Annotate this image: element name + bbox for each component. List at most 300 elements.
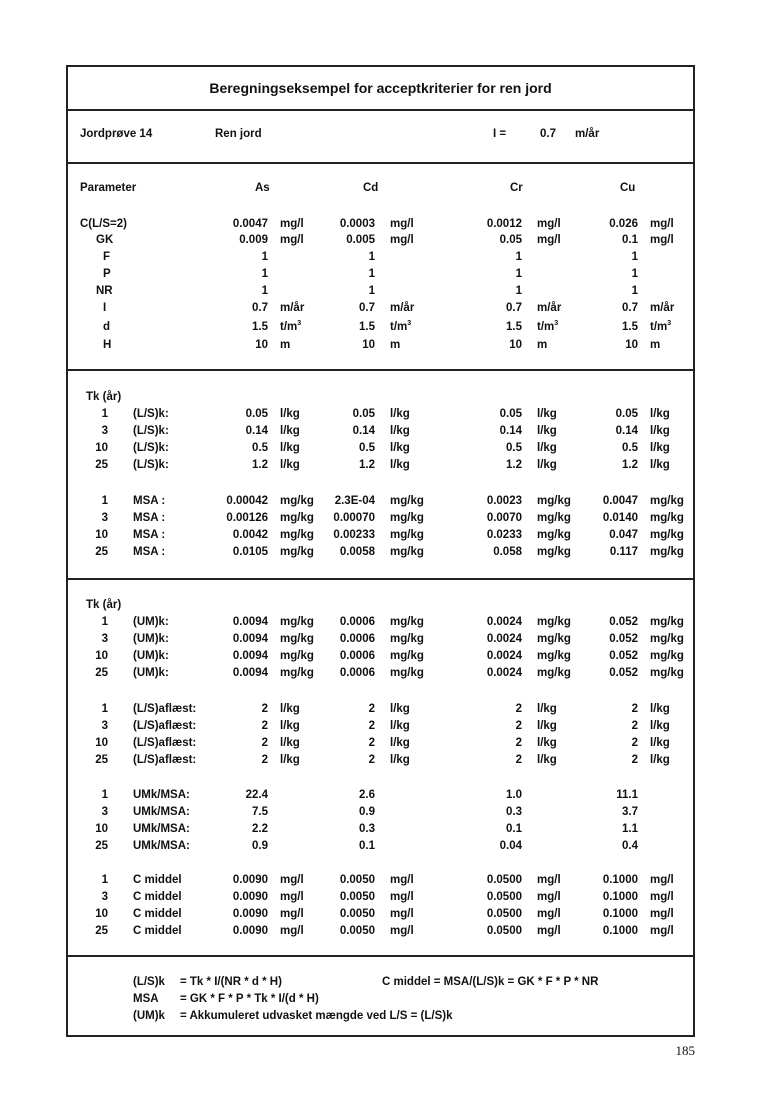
cell-unit: mg/l	[390, 925, 414, 937]
cell-value: 0.0006	[339, 667, 375, 679]
cell-unit: mg/l	[280, 218, 304, 230]
cell-value: 1.0	[506, 789, 522, 801]
cell-unit: mg/l	[537, 234, 561, 246]
cell-value: 0.3	[359, 823, 375, 835]
cell-value: 0.0090	[232, 874, 268, 886]
tk-year: 1	[101, 495, 108, 507]
cell-unit: mg/kg	[650, 512, 684, 524]
cell-unit: l/kg	[390, 703, 410, 715]
cell-value: 1.2	[252, 459, 268, 471]
cell-value: 0.0058	[339, 546, 375, 558]
cell-unit: m/år	[537, 302, 562, 314]
cell-unit: $t/m^3$	[390, 320, 412, 333]
cell-unit: mg/kg	[390, 529, 424, 541]
cell-unit: mg/kg	[650, 495, 684, 507]
cell-value: 2	[261, 720, 268, 732]
cell-unit: mg/l	[390, 218, 414, 230]
cell-unit: mg/l	[650, 218, 674, 230]
cell-value: 11.1	[616, 789, 638, 801]
formula-ls-definition: = Tk * I/(NR * d * H)	[180, 976, 282, 988]
row-label: (L/S)k:	[133, 442, 169, 454]
cell-value: 0.0105	[232, 546, 268, 558]
cell-unit: mg/kg	[390, 650, 424, 662]
cell-value: 1	[261, 251, 268, 263]
cell-unit: l/kg	[650, 703, 670, 715]
cell-value: 0.7	[506, 302, 522, 314]
cell-value: 0.0500	[486, 874, 522, 886]
row-label: (L/S)k:	[133, 408, 169, 420]
tk-year: 1	[101, 408, 108, 420]
cell-value: 2	[261, 754, 268, 766]
tk-year: 1	[101, 703, 108, 715]
cell-unit: l/kg	[650, 425, 670, 437]
cell-unit: mg/l	[537, 925, 561, 937]
cell-value: 2	[368, 737, 375, 749]
cell-unit: l/kg	[390, 408, 410, 420]
cell-value: 1	[368, 285, 375, 297]
cell-value: 0.14	[352, 425, 375, 437]
cell-unit: l/kg	[390, 737, 410, 749]
cell-unit: mg/l	[537, 218, 561, 230]
page-title: Beregningseksempel for acceptkriterier for ren jord	[209, 80, 552, 96]
cell-value: 0.00233	[333, 529, 375, 541]
cell-value: 0.0006	[339, 633, 375, 645]
cell-value: 2	[368, 703, 375, 715]
cell-unit: mg/kg	[537, 667, 571, 679]
cell-unit: l/kg	[280, 408, 300, 420]
cell-value: 2	[261, 703, 268, 715]
cell-unit: l/kg	[537, 442, 557, 454]
tk-year: 1	[101, 789, 108, 801]
cell-value: 0.026	[609, 218, 638, 230]
cell-unit: mg/kg	[650, 650, 684, 662]
cell-unit: l/kg	[650, 442, 670, 454]
cell-unit: m	[390, 339, 401, 351]
tk-year: 10	[95, 908, 108, 920]
tk-year: 10	[95, 650, 108, 662]
param-name: C(L/S=2)	[80, 218, 127, 230]
cell-unit: mg/l	[537, 874, 561, 886]
tk-year: 25	[95, 667, 108, 679]
cell-unit: l/kg	[537, 720, 557, 732]
cell-unit: l/kg	[537, 703, 557, 715]
cell-value: 0.1000	[602, 891, 638, 903]
tk-year: 10	[95, 737, 108, 749]
unit-superscript: 3	[554, 320, 559, 328]
cell-unit: mg/kg	[537, 546, 571, 558]
row-label: (UM)k:	[133, 633, 169, 645]
cell-value: 0.052	[609, 667, 638, 679]
cell-unit: l/kg	[650, 720, 670, 732]
row-label: UMk/MSA:	[133, 823, 190, 835]
cell-value: 0.00070	[333, 512, 375, 524]
cell-value: 0.052	[609, 616, 638, 628]
cell-value: 1	[261, 285, 268, 297]
tk-year: 10	[95, 442, 108, 454]
cell-unit: m	[650, 339, 661, 351]
cell-unit: mg/kg	[390, 512, 424, 524]
tk-label-2: Tk (år)	[86, 599, 122, 611]
cell-value: 0.7	[359, 302, 375, 314]
cell-value: 0.9	[252, 840, 268, 852]
cell-value: 1.5	[359, 321, 375, 333]
cell-unit: mg/kg	[650, 667, 684, 679]
row-label: (L/S)k:	[133, 425, 169, 437]
cell-value: 0.05	[352, 408, 375, 420]
row-label: MSA :	[133, 512, 166, 524]
cell-value: 1	[368, 251, 375, 263]
tk-year: 1	[101, 874, 108, 886]
formula-cmiddel: C middel = MSA/(L/S)k = GK * F * P * NR	[382, 976, 599, 988]
cell-value: 0.0500	[486, 891, 522, 903]
cell-value: 1	[515, 268, 522, 280]
cell-value: 22.4	[245, 789, 268, 801]
param-name: GK	[96, 234, 114, 246]
cell-unit: mg/l	[390, 908, 414, 920]
cell-value: 0.1	[622, 234, 638, 246]
tk-year: 3	[101, 425, 108, 437]
param-name: d	[103, 321, 111, 333]
cell-value: 1.2	[622, 459, 638, 471]
row-label: (L/S)aflæst:	[133, 703, 197, 715]
cell-value: 0.0500	[486, 925, 522, 937]
row-label: (UM)k:	[133, 667, 169, 679]
cell-unit: mg/l	[280, 908, 304, 920]
cell-value: 0.5	[622, 442, 638, 454]
cell-unit: $t/m^3$	[650, 320, 672, 333]
row-label: UMk/MSA:	[133, 840, 190, 852]
cell-unit: mg/l	[650, 891, 674, 903]
cell-value: 2	[515, 703, 522, 715]
cell-unit: mg/kg	[537, 650, 571, 662]
tk-year: 25	[95, 840, 108, 852]
cell-value: 0.0042	[232, 529, 268, 541]
divider-msa	[66, 578, 695, 580]
cell-unit: mg/kg	[390, 667, 424, 679]
cell-value: 0.9	[359, 806, 375, 818]
column-header-cr: Cr	[510, 182, 523, 194]
cell-unit: mg/kg	[537, 529, 571, 541]
cell-unit: m	[537, 339, 548, 351]
cell-unit: mg/l	[390, 874, 414, 886]
cell-value: 0.0050	[339, 891, 375, 903]
cell-value: 1	[631, 285, 638, 297]
tk-year: 25	[95, 546, 108, 558]
cell-unit: mg/l	[390, 234, 414, 246]
cell-unit: mg/kg	[280, 546, 314, 558]
formula-msa-symbol: MSA	[133, 993, 159, 1005]
cell-value: 0.14	[245, 425, 268, 437]
cell-value: 0.4	[622, 840, 638, 852]
row-label: C middel	[133, 908, 182, 920]
cell-unit: l/kg	[537, 737, 557, 749]
cell-value: 0.05	[499, 408, 522, 420]
cell-unit: l/kg	[390, 720, 410, 732]
cell-value: 0.5	[506, 442, 522, 454]
cell-unit: m/år	[650, 302, 675, 314]
cell-unit: l/kg	[537, 408, 557, 420]
row-label: (UM)k:	[133, 650, 169, 662]
cell-unit: mg/kg	[280, 529, 314, 541]
cell-unit: l/kg	[650, 754, 670, 766]
cell-value: 1.1	[622, 823, 638, 835]
param-name: NR	[96, 285, 113, 297]
row-label: (L/S)k:	[133, 459, 169, 471]
cell-value: 0.0023	[486, 495, 522, 507]
cell-value: 0.7	[622, 302, 638, 314]
parameter-header: Parameter	[80, 182, 137, 194]
tk-year: 3	[101, 806, 108, 818]
column-header-cu: Cu	[620, 182, 636, 194]
cell-value: 0.14	[615, 425, 638, 437]
unit-superscript: 3	[407, 320, 412, 328]
cell-value: 2	[515, 754, 522, 766]
sample-type: Ren jord	[215, 128, 262, 140]
cell-unit: mg/kg	[280, 667, 314, 679]
sample-id: Jordprøve 14	[80, 128, 153, 140]
row-label: C middel	[133, 874, 182, 886]
cell-value: 0.14	[499, 425, 522, 437]
tk-year: 25	[95, 459, 108, 471]
cell-unit: mg/kg	[650, 546, 684, 558]
cell-value: 2.6	[359, 789, 375, 801]
cell-unit: l/kg	[390, 754, 410, 766]
cell-unit: l/kg	[390, 425, 410, 437]
cell-unit: l/kg	[280, 737, 300, 749]
cell-value: 1.2	[506, 459, 522, 471]
tk-year: 3	[101, 512, 108, 524]
cell-value: 0.0024	[486, 667, 522, 679]
cell-value: 0.0070	[486, 512, 522, 524]
cell-unit: mg/l	[280, 891, 304, 903]
infiltration-value: 0.7	[540, 128, 556, 140]
cell-value: 1	[515, 285, 522, 297]
cell-value: 0.7	[252, 302, 268, 314]
divider-sample	[66, 162, 695, 164]
cell-value: 2	[631, 720, 638, 732]
cell-unit: m/år	[280, 302, 305, 314]
cell-value: 2	[631, 754, 638, 766]
cell-value: 0.00042	[226, 495, 268, 507]
cell-unit: mg/l	[537, 891, 561, 903]
cell-value: 0.0090	[232, 925, 268, 937]
divider-params	[66, 369, 695, 371]
cell-value: 1	[631, 251, 638, 263]
cell-unit: mg/kg	[537, 616, 571, 628]
cell-unit: mg/kg	[390, 495, 424, 507]
cell-unit: l/kg	[280, 442, 300, 454]
cell-unit: $t/m^3$	[537, 320, 559, 333]
cell-value: 0.0047	[232, 218, 268, 230]
tk-year: 25	[95, 754, 108, 766]
tk-year: 3	[101, 891, 108, 903]
cell-value: 2.2	[252, 823, 268, 835]
tk-year: 25	[95, 925, 108, 937]
cell-value: 0.0094	[232, 667, 268, 679]
row-label: UMk/MSA:	[133, 789, 190, 801]
cell-value: 0.0090	[232, 908, 268, 920]
cell-value: 0.0094	[232, 633, 268, 645]
row-label: MSA :	[133, 546, 166, 558]
cell-value: 0.1	[359, 840, 375, 852]
formula-msa-definition: = GK * F * P * Tk * I/(d * H)	[180, 993, 319, 1005]
cell-unit: mg/kg	[537, 495, 571, 507]
cell-value: 0.0047	[602, 495, 638, 507]
cell-unit: l/kg	[537, 459, 557, 471]
cell-value: 10	[509, 339, 522, 351]
infiltration-label: I =	[493, 128, 507, 140]
cell-unit: mg/kg	[280, 512, 314, 524]
cell-unit: l/kg	[537, 425, 557, 437]
param-name: P	[103, 268, 111, 280]
cell-unit: mg/l	[650, 925, 674, 937]
tk-year: 1	[101, 616, 108, 628]
cell-unit: mg/kg	[280, 495, 314, 507]
cell-unit: mg/kg	[390, 546, 424, 558]
cell-value: 1	[631, 268, 638, 280]
cell-value: 1.5	[252, 321, 268, 333]
cell-value: 0.0050	[339, 908, 375, 920]
cell-value: 0.0050	[339, 874, 375, 886]
tk-year: 3	[101, 633, 108, 645]
cell-value: 0.0024	[486, 633, 522, 645]
cell-value: 0.0094	[232, 616, 268, 628]
cell-unit: mg/l	[390, 891, 414, 903]
cell-value: 0.0006	[339, 616, 375, 628]
cell-unit: l/kg	[280, 720, 300, 732]
cell-unit: mg/kg	[280, 633, 314, 645]
cell-unit: mg/l	[650, 874, 674, 886]
param-name: F	[103, 251, 111, 263]
cell-value: 2	[515, 720, 522, 732]
cell-unit: l/kg	[280, 425, 300, 437]
cell-unit: l/kg	[650, 459, 670, 471]
cell-value: 10	[362, 339, 375, 351]
cell-value: 2	[261, 737, 268, 749]
cell-value: 0.052	[609, 633, 638, 645]
cell-value: 0.5	[359, 442, 375, 454]
tk-year: 10	[95, 529, 108, 541]
cell-unit: $t/m^3$	[280, 320, 302, 333]
cell-unit: m	[280, 339, 291, 351]
cell-unit: l/kg	[280, 754, 300, 766]
cell-unit: mg/kg	[650, 616, 684, 628]
cell-unit: mg/l	[537, 908, 561, 920]
column-header-cd: Cd	[363, 182, 379, 194]
cell-value: 2.3E-04	[334, 495, 375, 507]
column-header-as: As	[255, 182, 270, 194]
cell-unit: l/kg	[650, 737, 670, 749]
cell-unit: mg/l	[650, 234, 674, 246]
cell-value: 0.0233	[486, 529, 522, 541]
cell-value: 2	[631, 703, 638, 715]
infiltration-unit: m/år	[575, 128, 600, 140]
row-label: (L/S)aflæst:	[133, 754, 197, 766]
cell-value: 0.0500	[486, 908, 522, 920]
cell-value: 0.0024	[486, 616, 522, 628]
formula-um-symbol: (UM)k	[133, 1010, 165, 1022]
cell-value: 2	[515, 737, 522, 749]
param-name: H	[103, 339, 112, 351]
cell-value: 1	[261, 268, 268, 280]
tk-year: 10	[95, 823, 108, 835]
tk-year: 3	[101, 720, 108, 732]
cell-value: 0.0140	[602, 512, 638, 524]
cell-value: 0.04	[499, 840, 522, 852]
formula-um-definition: = Akkumuleret udvasket mængde ved L/S = (L/S)k	[180, 1010, 453, 1022]
unit-superscript: 3	[297, 320, 302, 328]
cell-unit: l/kg	[390, 442, 410, 454]
cell-value: 0.05	[245, 408, 268, 420]
cell-value: 1.5	[622, 321, 638, 333]
cell-value: 10	[625, 339, 638, 351]
page-number: 185	[675, 1043, 695, 1058]
cell-value: 0.0050	[339, 925, 375, 937]
row-label: MSA :	[133, 529, 166, 541]
cell-unit: mg/kg	[537, 512, 571, 524]
cell-unit: l/kg	[280, 459, 300, 471]
cell-value: 0.0094	[232, 650, 268, 662]
cell-unit: l/kg	[537, 754, 557, 766]
cell-value: 0.1000	[602, 925, 638, 937]
row-label: (L/S)aflæst:	[133, 737, 197, 749]
cell-value: 0.047	[609, 529, 638, 541]
cell-value: 0.005	[346, 234, 375, 246]
cell-value: 0.1000	[602, 908, 638, 920]
cell-unit: l/kg	[390, 459, 410, 471]
row-label: C middel	[133, 925, 182, 937]
param-name: I	[103, 302, 107, 314]
cell-unit: mg/kg	[280, 650, 314, 662]
cell-value: 1.2	[359, 459, 375, 471]
cell-value: 0.3	[506, 806, 522, 818]
cell-value: 0.117	[609, 546, 638, 558]
cell-value: 2	[368, 720, 375, 732]
cell-value: 0.5	[252, 442, 268, 454]
cell-value: 0.1000	[602, 874, 638, 886]
cell-value: 0.05	[615, 408, 638, 420]
cell-unit: mg/l	[280, 874, 304, 886]
cell-value: 0.0012	[486, 218, 522, 230]
cell-value: 0.052	[609, 650, 638, 662]
cell-unit: mg/l	[280, 234, 304, 246]
cell-unit: l/kg	[280, 703, 300, 715]
cell-unit: mg/kg	[650, 633, 684, 645]
cell-value: 3.7	[622, 806, 638, 818]
cell-unit: m/år	[390, 302, 415, 314]
cell-value: 0.058	[493, 546, 522, 558]
cell-value: 0.0090	[232, 891, 268, 903]
cell-value: 2	[631, 737, 638, 749]
cell-value: 0.009	[239, 234, 268, 246]
tk-label-1: Tk (år)	[86, 391, 122, 403]
row-label: MSA :	[133, 495, 166, 507]
cell-value: 0.0006	[339, 650, 375, 662]
cell-value: 0.0024	[486, 650, 522, 662]
row-label: (L/S)aflæst:	[133, 720, 197, 732]
cell-unit: l/kg	[650, 408, 670, 420]
cell-value: 1	[515, 251, 522, 263]
cell-value: 0.05	[499, 234, 522, 246]
cell-value: 1.5	[506, 321, 522, 333]
row-label: UMk/MSA:	[133, 806, 190, 818]
cell-value: 0.00126	[226, 512, 268, 524]
cell-value: 7.5	[252, 806, 268, 818]
formula-ls-symbol: (L/S)k	[133, 976, 165, 988]
cell-value: 0.1	[506, 823, 522, 835]
cell-value: 0.0003	[339, 218, 375, 230]
divider-title	[66, 109, 695, 111]
